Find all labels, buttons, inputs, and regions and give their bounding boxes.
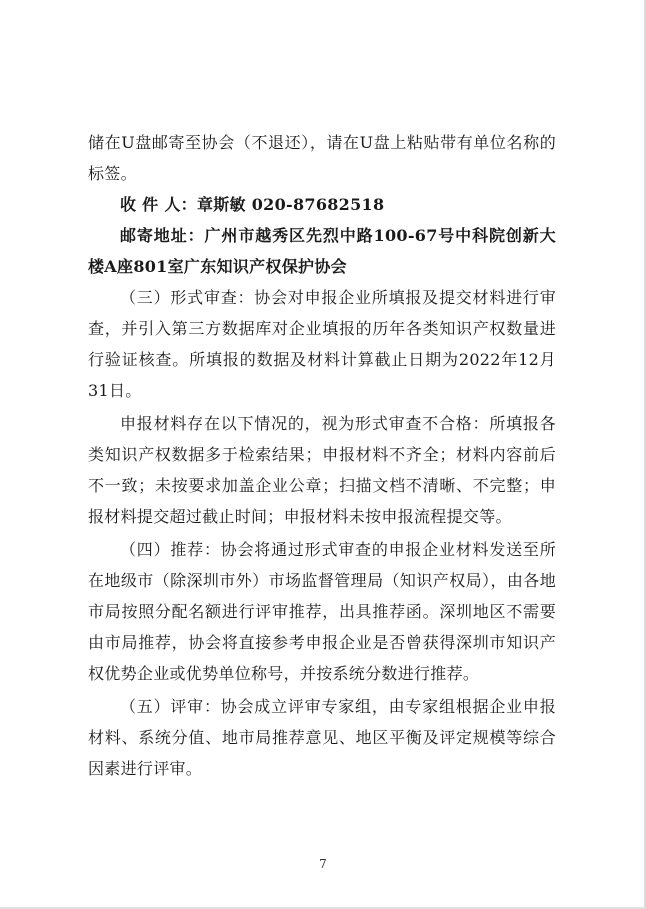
page-number: 7: [319, 857, 327, 871]
body-paragraph-recommendation: （四）推荐：协会将通过形式审查的申报企业材料发送至所在地级市（除深圳市外）市场监督管理局（知识产权局），由各地市局按照分配名额进行评审推荐，出具推荐函。深圳地区不需要由市局推荐，协会将直接参考申报企业是否曾获得深圳市知识产权优势企业或优势单位称号，并按系统分数进行推荐。: [88, 540, 556, 683]
body-paragraph-evaluation: （五）评审：协会成立评审专家组，由专家组根据企业申报材料、系统分值、地市局推荐意见、地区平衡及评定规模等综合因素进行评审。: [88, 697, 556, 778]
mailing-address-line: 邮寄地址：广州市越秀区先烈中路100-67号中科院创新大楼A座801室广东知识产权保护协会: [88, 226, 556, 276]
body-paragraph-disqualification: 申报材料存在以下情况的，视为形式审查不合格：所填报各类知识产权数据多于检索结果；申报材料不齐全；材料内容前后不一致；未按要求加盖企业公章；扫描文档不清晰、不完整；申报材料提交超过截止时间；申报材料未按申报流程提交等。: [88, 414, 556, 526]
recipient-line: 收 件 人：章斯敏 020-87682518: [120, 195, 385, 214]
body-paragraph-mailing-note: 储在U盘邮寄至协会（不退还），请在U盘上粘贴带有单位名称的标签。: [88, 133, 556, 183]
document-body: [88, 127, 556, 784]
body-paragraph-formal-review: （三）形式审查：协会对申报企业所填报及提交材料进行审查，并引入第三方数据库对企业填报的历年各类知识产权数量进行验证核查。所填报的数据及材料计算截止日期为2022年12月31日。: [88, 288, 556, 400]
